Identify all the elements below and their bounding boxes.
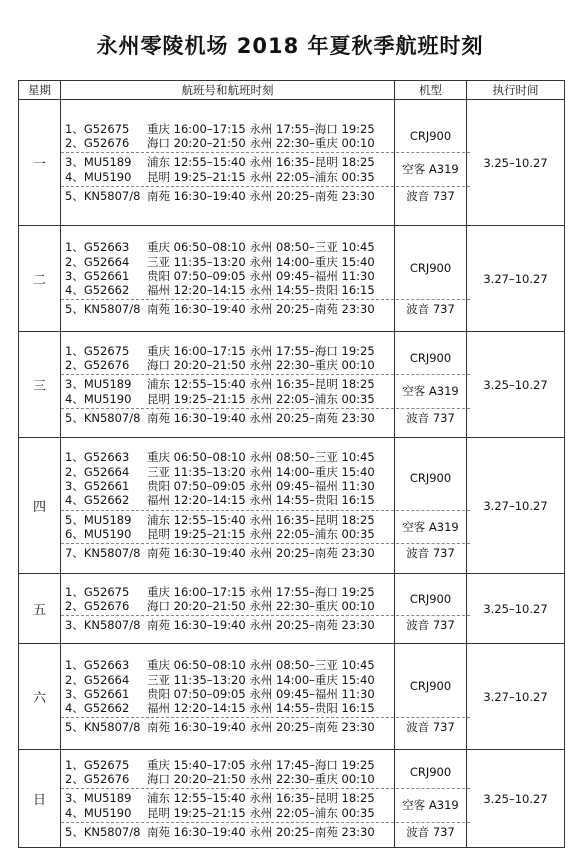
flight-number: 6、MU5190 <box>65 526 132 541</box>
flight-group <box>65 825 390 839</box>
flight-route: 重庆 16:00–17:15 永州 17:55–海口 19:25 <box>147 584 375 599</box>
group-divider <box>61 615 394 616</box>
flight-line <box>65 358 390 372</box>
flight-route: 三亚 11:35–13:20 永州 14:00–重庆 15:40 <box>147 672 375 687</box>
flight-number: 4、G52662 <box>65 493 130 508</box>
aircraft-type: 空客 A319 <box>402 798 459 813</box>
flight-number: 4、MU5190 <box>65 391 132 406</box>
flight-line <box>65 772 390 786</box>
flight-route: 福州 12:20–14:15 永州 14:55–贵阳 16:15 <box>147 701 375 716</box>
schedule-table <box>18 80 565 848</box>
flight-line <box>65 392 390 406</box>
flight-route: 福州 12:20–14:15 永州 14:55–贵阳 16:15 <box>147 493 375 508</box>
flight-group <box>65 344 390 373</box>
group-divider <box>391 374 470 375</box>
flight-line <box>65 825 390 839</box>
aircraft-type: 波音 737 <box>406 302 455 317</box>
group-divider <box>61 152 394 153</box>
day-label: 六 <box>19 644 61 750</box>
flight-number: 1、G52663 <box>65 658 130 673</box>
day-label: 五 <box>19 574 61 644</box>
flight-line <box>65 673 390 687</box>
header-aircraft: 机型 <box>395 81 467 100</box>
flight-number: 2、G52664 <box>65 464 130 479</box>
group-divider <box>391 543 470 544</box>
flight-route: 重庆 16:00–17:15 永州 17:55–海口 19:25 <box>147 121 375 136</box>
flight-number: 1、G52675 <box>65 343 130 358</box>
flight-line <box>65 791 390 805</box>
group-divider <box>61 299 394 300</box>
flight-route: 海口 20:20–21:50 永州 22:30–重庆 00:10 <box>147 598 375 613</box>
flights-cell <box>61 574 395 644</box>
day-label: 一 <box>19 100 61 226</box>
group-divider <box>391 822 470 823</box>
flight-route: 昆明 19:25–21:15 永州 22:05–浦东 00:35 <box>147 391 375 406</box>
flight-line <box>65 465 390 479</box>
flight-number: 3、MU5189 <box>65 155 132 170</box>
flight-line <box>65 344 390 358</box>
flight-line <box>65 411 390 425</box>
flight-route: 福州 12:20–14:15 永州 14:55–贵阳 16:15 <box>147 283 375 298</box>
flight-line <box>65 283 390 297</box>
period-cell: 3.27–10.27 <box>467 226 565 332</box>
aircraft-cell <box>395 100 467 226</box>
page-title: 永州零陵机场 2018 年夏秋季航班时刻 <box>96 34 484 58</box>
flight-line <box>65 240 390 254</box>
day-row <box>19 574 565 644</box>
group-divider <box>61 186 394 187</box>
aircraft-type: CRJ900 <box>409 679 452 694</box>
flight-route: 昆明 19:25–21:15 永州 22:05–浦东 00:35 <box>147 526 375 541</box>
aircraft-type: CRJ900 <box>409 261 452 276</box>
flight-route: 南苑 16:30–19:40 永州 20:25–南苑 23:30 <box>147 720 375 735</box>
flights-cell <box>61 100 395 226</box>
period-cell: 3.27–10.27 <box>467 644 565 750</box>
flight-group <box>65 546 390 560</box>
flight-line <box>65 687 390 701</box>
flight-number: 3、G52661 <box>65 268 130 283</box>
period-cell: 3.25–10.27 <box>467 100 565 226</box>
aircraft-type: CRJ900 <box>409 764 452 779</box>
flight-route: 南苑 16:30–19:40 永州 20:25–南苑 23:30 <box>147 188 375 203</box>
aircraft-cell <box>395 438 467 574</box>
flight-route: 浦东 12:55–15:40 永州 16:35–昆明 18:25 <box>147 377 375 392</box>
flights-cell <box>61 750 395 848</box>
flight-route: 重庆 06:50–08:10 永州 08:50–三亚 10:45 <box>147 240 375 255</box>
flight-number: 2、G52664 <box>65 254 130 269</box>
aircraft-type: CRJ900 <box>409 591 452 606</box>
aircraft-cell <box>395 332 467 438</box>
flight-number: 2、G52676 <box>65 772 130 787</box>
flight-line <box>65 527 390 541</box>
flight-line <box>65 136 390 150</box>
flight-route: 海口 20:20–21:50 永州 22:30–重庆 00:10 <box>147 136 375 151</box>
flights-cell <box>61 332 395 438</box>
flight-group <box>65 791 390 820</box>
group-divider <box>391 152 470 153</box>
flight-group <box>65 450 390 507</box>
flight-number: 2、G52676 <box>65 136 130 151</box>
flight-number: 4、MU5190 <box>65 169 132 184</box>
flight-route: 浦东 12:55–15:40 永州 16:35–昆明 18:25 <box>147 791 375 806</box>
flight-number: 1、G52675 <box>65 584 130 599</box>
flight-line <box>65 618 390 632</box>
flight-number: 2、G52676 <box>65 358 130 373</box>
flight-route: 贵阳 07:50–09:05 永州 09:45–福州 11:30 <box>147 479 375 494</box>
day-row <box>19 226 565 332</box>
aircraft-type: 波音 737 <box>406 188 455 203</box>
flight-line <box>65 806 390 820</box>
flight-group <box>65 189 390 203</box>
flight-group <box>65 658 390 715</box>
flight-number: 5、MU5189 <box>65 512 132 527</box>
group-divider <box>61 822 394 823</box>
period-cell: 3.25–10.27 <box>467 574 565 644</box>
flight-route: 重庆 06:50–08:10 永州 08:50–三亚 10:45 <box>147 450 375 465</box>
flight-line <box>65 255 390 269</box>
flight-route: 三亚 11:35–13:20 永州 14:00–重庆 15:40 <box>147 254 375 269</box>
aircraft-type: 波音 737 <box>406 618 455 633</box>
flight-number: 5、KN5807/8 <box>65 720 141 735</box>
flight-number: 7、KN5807/8 <box>65 546 141 561</box>
flight-number: 3、MU5189 <box>65 791 132 806</box>
day-label: 四 <box>19 438 61 574</box>
aircraft-type: 波音 737 <box>406 720 455 735</box>
group-divider <box>391 788 470 789</box>
aircraft-type: 空客 A319 <box>402 519 459 534</box>
flight-line <box>65 546 390 560</box>
day-row <box>19 332 565 438</box>
flight-route: 重庆 06:50–08:10 永州 08:50–三亚 10:45 <box>147 658 375 673</box>
flight-line <box>65 155 390 169</box>
flight-route: 三亚 11:35–13:20 永州 14:00–重庆 15:40 <box>147 464 375 479</box>
day-label: 日 <box>19 750 61 848</box>
aircraft-type: CRJ900 <box>409 128 452 143</box>
flight-group <box>65 513 390 542</box>
flight-line <box>65 269 390 283</box>
flight-route: 南苑 16:30–19:40 永州 20:25–南苑 23:30 <box>147 302 375 317</box>
schedule-body <box>19 100 565 848</box>
flight-line <box>65 758 390 772</box>
aircraft-cell <box>395 574 467 644</box>
group-divider <box>391 408 470 409</box>
flight-number: 5、KN5807/8 <box>65 824 141 839</box>
group-divider <box>391 717 470 718</box>
group-divider <box>61 374 394 375</box>
flight-line <box>65 720 390 734</box>
flight-number: 5、KN5807/8 <box>65 188 141 203</box>
day-row <box>19 750 565 848</box>
flight-number: 1、G52663 <box>65 240 130 255</box>
flight-line <box>65 302 390 316</box>
day-label: 三 <box>19 332 61 438</box>
flight-number: 5、KN5807/8 <box>65 410 141 425</box>
header-day: 星期 <box>19 81 61 100</box>
flight-group <box>65 377 390 406</box>
flight-line <box>65 585 390 599</box>
flight-group <box>65 155 390 184</box>
flight-number: 4、MU5190 <box>65 805 132 820</box>
flight-group <box>65 411 390 425</box>
flight-group <box>65 240 390 297</box>
flight-number: 4、G52662 <box>65 283 130 298</box>
flights-cell <box>61 438 395 574</box>
group-divider <box>61 788 394 789</box>
group-divider <box>61 408 394 409</box>
aircraft-type: CRJ900 <box>409 471 452 486</box>
group-divider <box>61 717 394 718</box>
group-divider <box>391 510 470 511</box>
aircraft-type: 波音 737 <box>406 824 455 839</box>
flight-number: 1、G52663 <box>65 450 130 465</box>
flight-number: 5、KN5807/8 <box>65 302 141 317</box>
flight-route: 昆明 19:25–21:15 永州 22:05–浦东 00:35 <box>147 805 375 820</box>
flight-line <box>65 658 390 672</box>
flight-line <box>65 377 390 391</box>
day-row <box>19 438 565 574</box>
flight-group <box>65 122 390 151</box>
flight-route: 海口 20:20–21:50 永州 22:30–重庆 00:10 <box>147 772 375 787</box>
flight-number: 3、G52661 <box>65 686 130 701</box>
flight-route: 海口 20:20–21:50 永州 22:30–重庆 00:10 <box>147 358 375 373</box>
aircraft-type: 波音 737 <box>406 410 455 425</box>
aircraft-type: CRJ900 <box>409 350 452 365</box>
flight-line <box>65 479 390 493</box>
day-row <box>19 100 565 226</box>
flight-group <box>65 758 390 787</box>
flight-line <box>65 513 390 527</box>
flight-number: 3、G52661 <box>65 479 130 494</box>
flight-line <box>65 189 390 203</box>
flight-number: 2、G52664 <box>65 672 130 687</box>
aircraft-type: 波音 737 <box>406 546 455 561</box>
flight-route: 南苑 16:30–19:40 永州 20:25–南苑 23:30 <box>147 618 375 633</box>
flight-route: 贵阳 07:50–09:05 永州 09:45–福州 11:30 <box>147 686 375 701</box>
flight-route: 昆明 19:25–21:15 永州 22:05–浦东 00:35 <box>147 169 375 184</box>
flight-route: 南苑 16:30–19:40 永州 20:25–南苑 23:30 <box>147 410 375 425</box>
aircraft-type: 空客 A319 <box>402 162 459 177</box>
flight-route: 贵阳 07:50–09:05 永州 09:45–福州 11:30 <box>147 268 375 283</box>
flight-route: 浦东 12:55–15:40 永州 16:35–昆明 18:25 <box>147 512 375 527</box>
group-divider <box>61 510 394 511</box>
aircraft-cell <box>395 644 467 750</box>
flight-number: 2、G52676 <box>65 598 130 613</box>
period-cell: 3.27–10.27 <box>467 438 565 574</box>
group-divider <box>391 299 470 300</box>
flight-number: 1、G52675 <box>65 121 130 136</box>
flight-route: 南苑 16:30–19:40 永州 20:25–南苑 23:30 <box>147 546 375 561</box>
flight-group <box>65 585 390 614</box>
flight-line <box>65 122 390 136</box>
group-divider <box>391 615 470 616</box>
flight-route: 重庆 15:40–17:05 永州 17:45–海口 19:25 <box>147 757 375 772</box>
aircraft-cell <box>395 226 467 332</box>
header-period: 执行时间 <box>467 81 565 100</box>
header-row <box>19 81 565 100</box>
flight-line <box>65 701 390 715</box>
day-row <box>19 644 565 750</box>
group-divider <box>61 543 394 544</box>
flight-line <box>65 493 390 507</box>
flight-route: 南苑 16:30–19:40 永州 20:25–南苑 23:30 <box>147 824 375 839</box>
flight-number: 4、G52662 <box>65 701 130 716</box>
day-label: 二 <box>19 226 61 332</box>
aircraft-type: 空客 A319 <box>402 384 459 399</box>
flight-line <box>65 170 390 184</box>
flights-cell <box>61 644 395 750</box>
flight-route: 浦东 12:55–15:40 永州 16:35–昆明 18:25 <box>147 155 375 170</box>
flight-line <box>65 599 390 613</box>
flight-number: 1、G52675 <box>65 757 130 772</box>
flight-line <box>65 450 390 464</box>
flight-group <box>65 302 390 316</box>
header-flights: 航班号和航班时刻 <box>61 81 395 100</box>
flight-number: 3、MU5189 <box>65 377 132 392</box>
group-divider <box>391 186 470 187</box>
flight-group <box>65 720 390 734</box>
flights-cell <box>61 226 395 332</box>
flight-number: 3、KN5807/8 <box>65 618 141 633</box>
flight-group <box>65 618 390 632</box>
aircraft-cell <box>395 750 467 848</box>
period-cell: 3.25–10.27 <box>467 750 565 848</box>
period-cell: 3.25–10.27 <box>467 332 565 438</box>
flight-route: 重庆 16:00–17:15 永州 17:55–海口 19:25 <box>147 343 375 358</box>
